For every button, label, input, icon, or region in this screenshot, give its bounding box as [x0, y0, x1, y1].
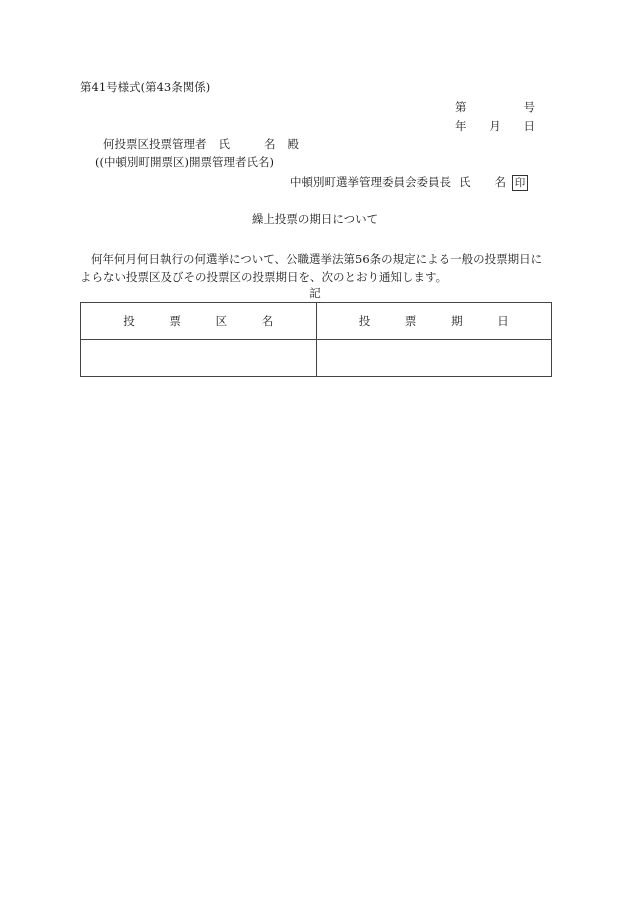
date-day: 日	[523, 119, 535, 133]
sender-mei: 名	[494, 175, 506, 190]
addressee-honorific: 殿	[287, 137, 299, 151]
addressee-title: 何投票区投票管理者	[103, 137, 207, 151]
table-header-row	[81, 303, 552, 340]
seal-box: 印	[512, 175, 528, 191]
cell-voting-district-name	[81, 340, 317, 377]
header-voting-district-name	[81, 303, 317, 340]
header-char: 票	[404, 314, 417, 328]
document-number	[455, 102, 535, 114]
addressee-alt-title: ((中頓別町開票区)開票管理者氏名)	[95, 155, 274, 169]
document-number-go: 号	[523, 100, 535, 114]
document-subject: 繰上投票の期日について	[251, 212, 379, 226]
table-row	[81, 340, 552, 377]
ki-label: 記	[309, 286, 321, 300]
header-char: 日	[497, 314, 509, 328]
header-char: 投	[123, 314, 135, 328]
header-char: 票	[169, 314, 181, 328]
date-year: 年	[455, 119, 467, 133]
addressee	[103, 139, 299, 151]
body-text	[80, 250, 555, 286]
form-number: 第41号様式(第43条関係)	[80, 80, 211, 94]
body-line-2: よらない投票区及びその投票区の投票期日を、次のとおり通知します。	[80, 270, 448, 284]
document-number-dai: 第	[455, 100, 467, 114]
header-char: 投	[358, 314, 371, 328]
body-line-1: 何年何月何日執行の何選挙について、公職選挙法第56条の規定による一般の投票期日に	[91, 252, 543, 266]
addressee-shi: 氏	[218, 137, 230, 151]
header-voting-date	[316, 303, 552, 340]
header-char: 名	[261, 314, 274, 328]
header-char: 期	[451, 314, 463, 328]
header-char: 区	[215, 314, 228, 328]
document-date	[455, 121, 535, 133]
sender-title: 中頓別町選挙管理委員会委員長	[290, 175, 451, 190]
voting-table	[80, 302, 552, 377]
addressee-mei: 名	[264, 137, 276, 151]
sender	[290, 175, 528, 191]
date-month: 月	[489, 119, 501, 133]
sender-shi: 氏	[459, 175, 471, 190]
cell-voting-date	[316, 340, 552, 377]
